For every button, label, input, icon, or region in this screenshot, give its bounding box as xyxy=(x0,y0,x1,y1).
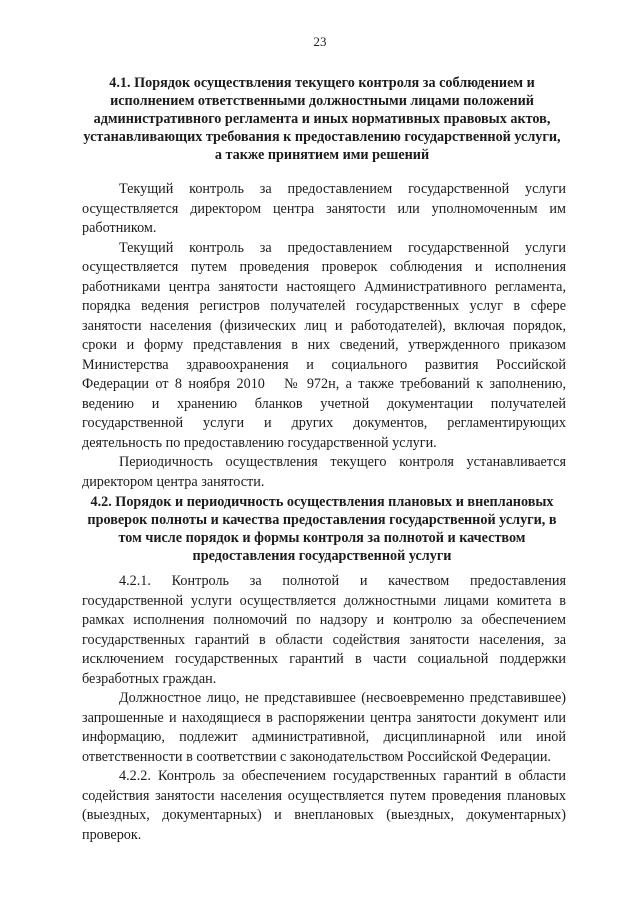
section-4-1-heading: 4.1. Порядок осуществления текущего контроля за соблюдением и исполнением ответственными должностными лицами положений административного регламента и иных нормативных правовых актов, устанавливающих требования к предоставлению государственной услуги, а также принятием ими решений xyxy=(83,75,561,163)
paragraph: Периодичность осуществления текущего контроля устанавливается директором центра занятости. xyxy=(82,454,566,490)
section-4-2-heading: 4.2. Порядок и периодичность осуществления плановых и внеплановых проверок полноты и качества предоставления государственной услуги, в том числе порядок и формы контроля за полнотой и качеством предоставления государственной услуги xyxy=(87,494,557,564)
section-4-1-body xyxy=(82,180,566,492)
paragraph-text-tail: , а также требований к заполнению, ведению и хранению бланков учетной документации получателей государственной услуги и других документов, регламентирующих деятельность по предоставлению государственной услуги. xyxy=(82,376,567,451)
paragraph: Текущий контроль за предоставлением государственной услуги осуществляется директором центра занятости или уполномоченным им работником. xyxy=(82,181,566,236)
section-4-2-body xyxy=(82,572,566,845)
paragraph: 4.2.2. Контроль за обеспечением государственных гарантий в области содействия занятости населения осуществляется путем проведения плановых (выездных, документарных) и внеплановых (выездных, документарных) проверок. xyxy=(82,768,566,843)
paragraph xyxy=(82,239,566,454)
page-number: 23 xyxy=(313,34,327,49)
order-reference: № 972н xyxy=(284,376,336,392)
paragraph-text: Текущий контроль за предоставлением государственной услуги осуществляется путем проведения проверок соблюдения и исполнения работниками центра занятости настоящего Административного регламента, порядка ведения регистров получателей государственных услуг в сфере занятости населения (физических лиц и работодателей), включая порядок, сроки и форму представления в них сведений, утвержденного приказом Министерства здравоохранения и социального развития Российской Федерации от 8 ноября 2010 xyxy=(82,239,566,392)
paragraph: Должностное лицо, не представившее (несвоевременно представившее) запрошенные и находящиеся в распоряжении центра занятости документ или информацию, подлежит административной, дисциплинарной или иной ответственности в соответствии с законодательством Российской Федерации. xyxy=(82,690,566,765)
paragraph: 4.2.1. Контроль за полнотой и качеством предоставления государственной услуги осуществляется должностными лицами комитета в рамках исполнения полномочий по надзору и контролю за обеспечением государственных гарантий в области содействия занятости населения, за исключением государственных гарантий в части социальной поддержки безработных граждан. xyxy=(82,573,566,687)
